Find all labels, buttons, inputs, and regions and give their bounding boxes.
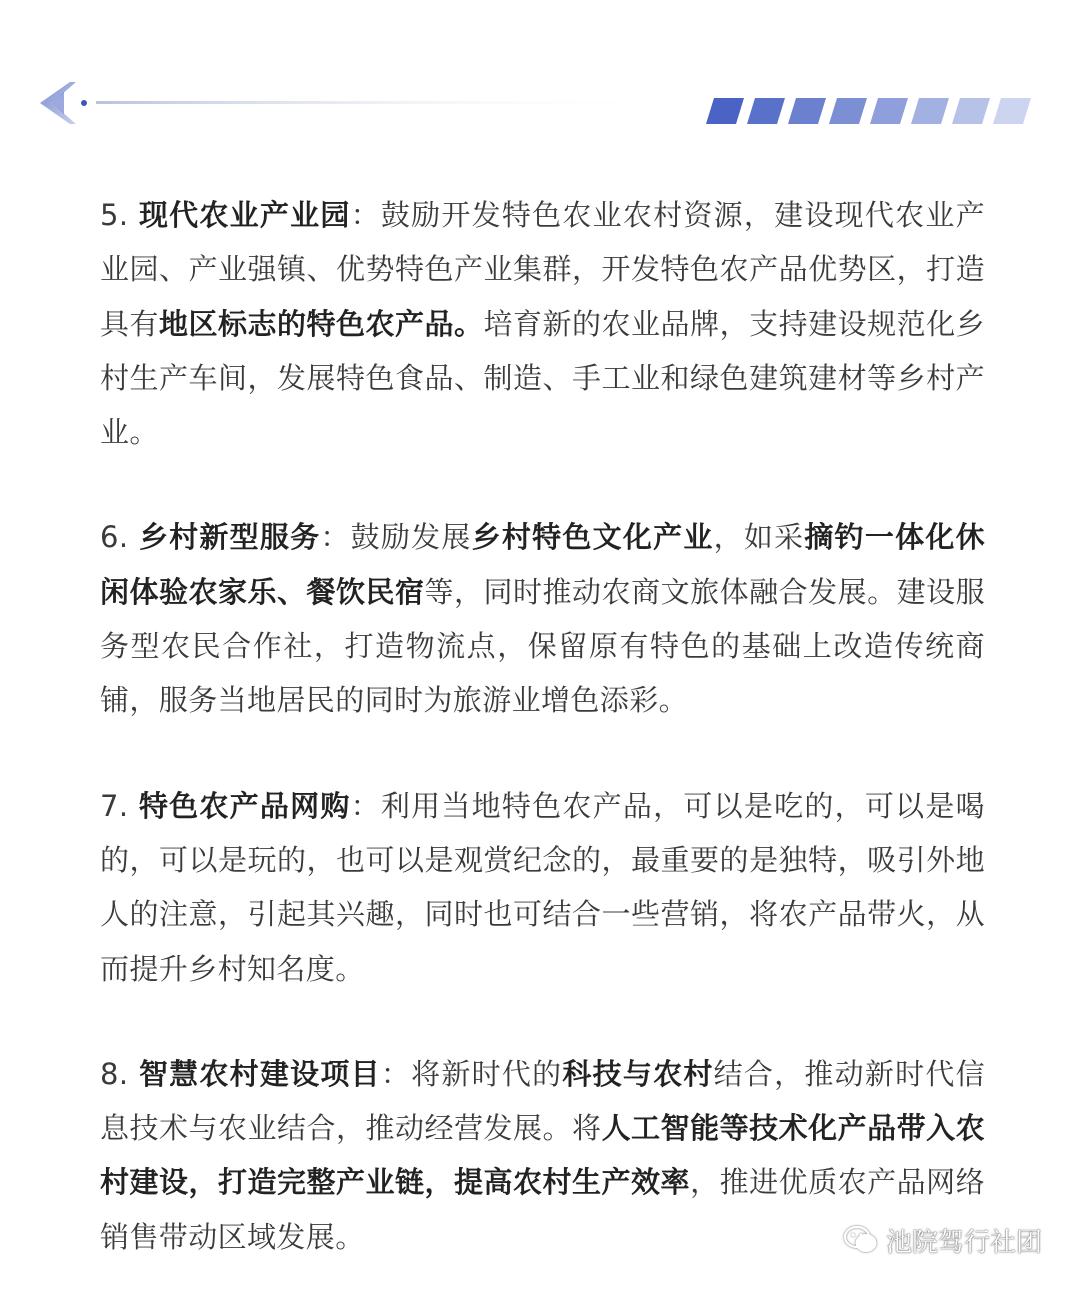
text-segment: ：鼓励开发特色农业农村资源，建设现代农业产业园、产业强镇、优势特色产业集群，开发特色农产品优势区，打造具有: [100, 198, 985, 341]
bold-text-segment: 特色农产品网购: [138, 788, 351, 823]
header-decoration-svg: [0, 70, 1080, 140]
paragraph-number: 5.: [100, 198, 139, 232]
header-divider-line: [96, 101, 666, 104]
bold-text-segment: 人工智能等技术化产品带入农村建设，打造完整产业链，提高农村生产效率: [100, 1111, 985, 1200]
bold-text-segment: 摘钓一体化休闲体验农家乐、餐饮民宿: [100, 520, 986, 609]
header-decoration: [0, 70, 1080, 140]
article-body: [100, 188, 985, 1315]
watermark: [844, 1222, 1042, 1258]
wechat-icon: [844, 1225, 878, 1255]
paragraph-item-5: [100, 188, 985, 459]
text-segment: 等，同时推动农商文旅体融合发展。建设服务型农民合作社，打造物流点，保留原有特色的基础上改造传统商铺，服务当地居民的同时为旅游业增色添彩。: [100, 574, 986, 718]
paragraph-item-7: [100, 779, 985, 996]
paragraph-item-6: [100, 510, 985, 727]
text-segment: 培育新的农业品牌，支持建设规范化乡村生产车间，发展特色食品、制造、手工业和绿色建筑建材等乡村产业。: [100, 306, 985, 450]
text-segment: ，如采: [713, 520, 805, 555]
bold-text-segment: 科技与农村: [562, 1056, 714, 1091]
bold-text-segment: 智慧农村建设项目: [138, 1056, 381, 1091]
bold-text-segment: 乡村新型服务: [138, 520, 321, 555]
watermark-text: 池院驾行社团: [885, 1227, 1042, 1258]
text-segment: 结合，推动新时代信息技术与农业结合，推动经营发展。将: [100, 1056, 985, 1146]
text-segment: ：将新时代的: [380, 1056, 563, 1091]
text-segment: ，推进优质农产品网络销售带动区域发展。: [100, 1165, 985, 1254]
paragraph-number: 7.: [100, 788, 139, 823]
bold-text-segment: 地区标志的特色农产品。: [159, 306, 484, 341]
bold-text-segment: 乡村特色文化产业: [471, 520, 714, 555]
bold-text-segment: 现代农业产业园: [138, 198, 351, 232]
text-segment: ：鼓励发展: [320, 520, 472, 555]
text-segment: ：利用当地特色农产品，可以是吃的，可以是喝的，可以是玩的，也可以是观赏纪念的，最重要的是独特，吸引外地人的注意，引起其兴趣，同时也可结合一些营销，将农产品带火，从而提升乡村知名度。: [100, 788, 985, 986]
paragraph-number: 8.: [100, 1056, 139, 1091]
slanted-stripes-pattern: [706, 98, 1031, 124]
chevron-left-icon: [40, 82, 87, 124]
paragraph-number: 6.: [100, 520, 139, 555]
